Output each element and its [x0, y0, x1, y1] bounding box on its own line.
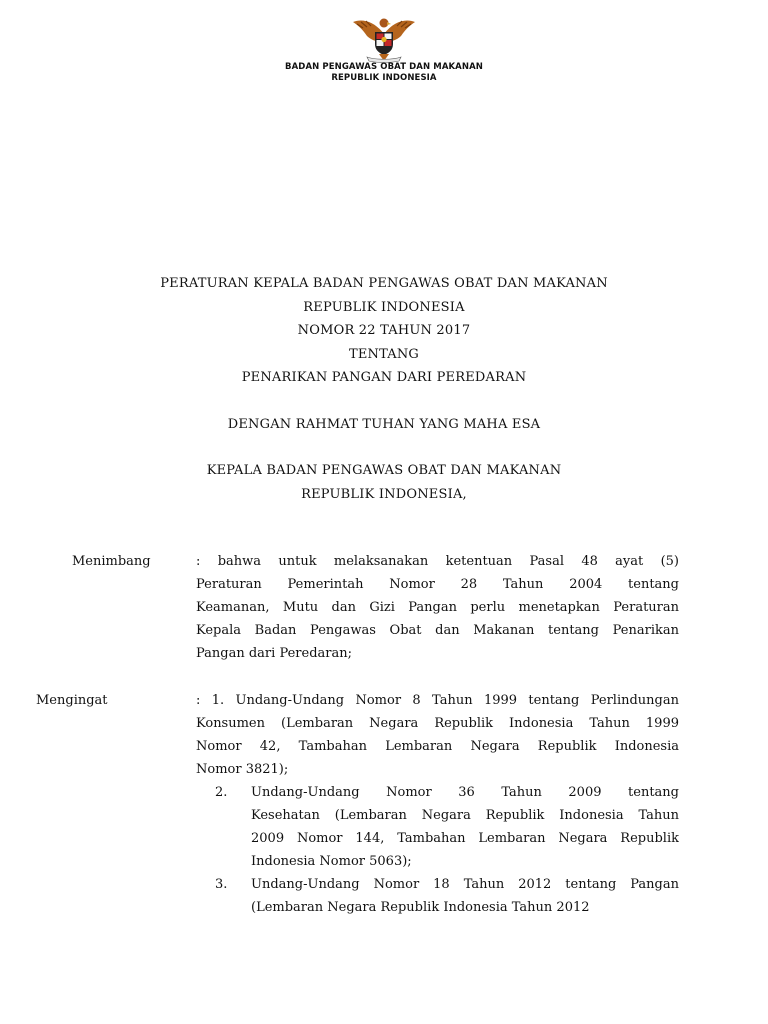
- agency-name-line1: BADAN PENGAWAS OBAT DAN MAKANAN: [285, 62, 483, 72]
- mengingat-item-1-line: Nomor 42, Tambahan Lembaran Negara Republik Indonesia: [196, 739, 679, 754]
- mengingat-item-2-line: Undang-Undang Nomor 36 Tahun 2009 tentang: [251, 785, 679, 800]
- mengingat-item-2: [251, 781, 679, 873]
- regulation-about: TENTANG: [348, 346, 420, 362]
- mengingat-item-2-number: 2.: [215, 785, 228, 800]
- mengingat-item-2-line: Kesehatan (Lembaran Negara Republik Indonesia Tahun: [251, 808, 679, 823]
- mengingat-item-1: [196, 689, 679, 781]
- mengingat-item-2-line: 2009 Nomor 144, Tambahan Lembaran Negara Republik: [251, 831, 679, 846]
- regulation-subject: PENARIKAN PANGAN DARI PEREDARAN: [241, 370, 527, 385]
- mengingat-item-1-line: Nomor 3821);: [196, 762, 289, 777]
- garuda-emblem-icon: [349, 14, 419, 64]
- mengingat-item-1-line: : 1. Undang-Undang Nomor 8 Tahun 1999 tentang Perlindungan: [196, 693, 679, 708]
- regulation-title-block: [0, 272, 768, 506]
- agency-name-line2: REPUBLIK INDONESIA: [331, 73, 437, 83]
- mengingat-item-1-line: Konsumen (Lembaran Negara Republik Indonesia Tahun 1999: [196, 716, 679, 731]
- menimbang-label: Menimbang: [72, 554, 151, 569]
- menimbang-line: Peraturan Pemerintah Nomor 28 Tahun 2004 tentang: [196, 577, 679, 592]
- menimbang-line: Kepala Badan Pengawas Obat dan Makanan tentang Penarikan: [196, 623, 679, 638]
- regulation-number: NOMOR 22 TAHUN 2017: [297, 323, 471, 338]
- regulation-title-line2: REPUBLIK INDONESIA: [303, 299, 465, 315]
- mengingat-label: Mengingat: [36, 693, 108, 708]
- regulation-title-line1: PERATURAN KEPALA BADAN PENGAWAS OBAT DAN MAKANAN: [160, 276, 608, 291]
- menimbang-line: Keamanan, Mutu dan Gizi Pangan perlu menetapkan Peraturan: [196, 600, 679, 615]
- menimbang-paragraph: [196, 550, 679, 665]
- issuer-line1: KEPALA BADAN PENGAWAS OBAT DAN MAKANAN: [206, 463, 562, 478]
- mengingat-item-2-line: Indonesia Nomor 5063);: [251, 854, 412, 869]
- mengingat-item-3-line: (Lembaran Negara Republik Indonesia Tahun 2012: [251, 900, 590, 915]
- mengingat-item-3: [251, 873, 679, 919]
- mengingat-item-3-line: Undang-Undang Nomor 18 Tahun 2012 tentang Pangan: [251, 877, 679, 892]
- blessing-line: DENGAN RAHMAT TUHAN YANG MAHA ESA: [227, 416, 541, 432]
- menimbang-line: : bahwa untuk melaksanakan ketentuan Pasal 48 ayat (5): [196, 554, 679, 569]
- menimbang-line: Pangan dari Peredaran;: [196, 646, 352, 661]
- mengingat-item-3-number: 3.: [215, 877, 228, 892]
- issuer-line2: REPUBLIK INDONESIA,: [301, 486, 467, 502]
